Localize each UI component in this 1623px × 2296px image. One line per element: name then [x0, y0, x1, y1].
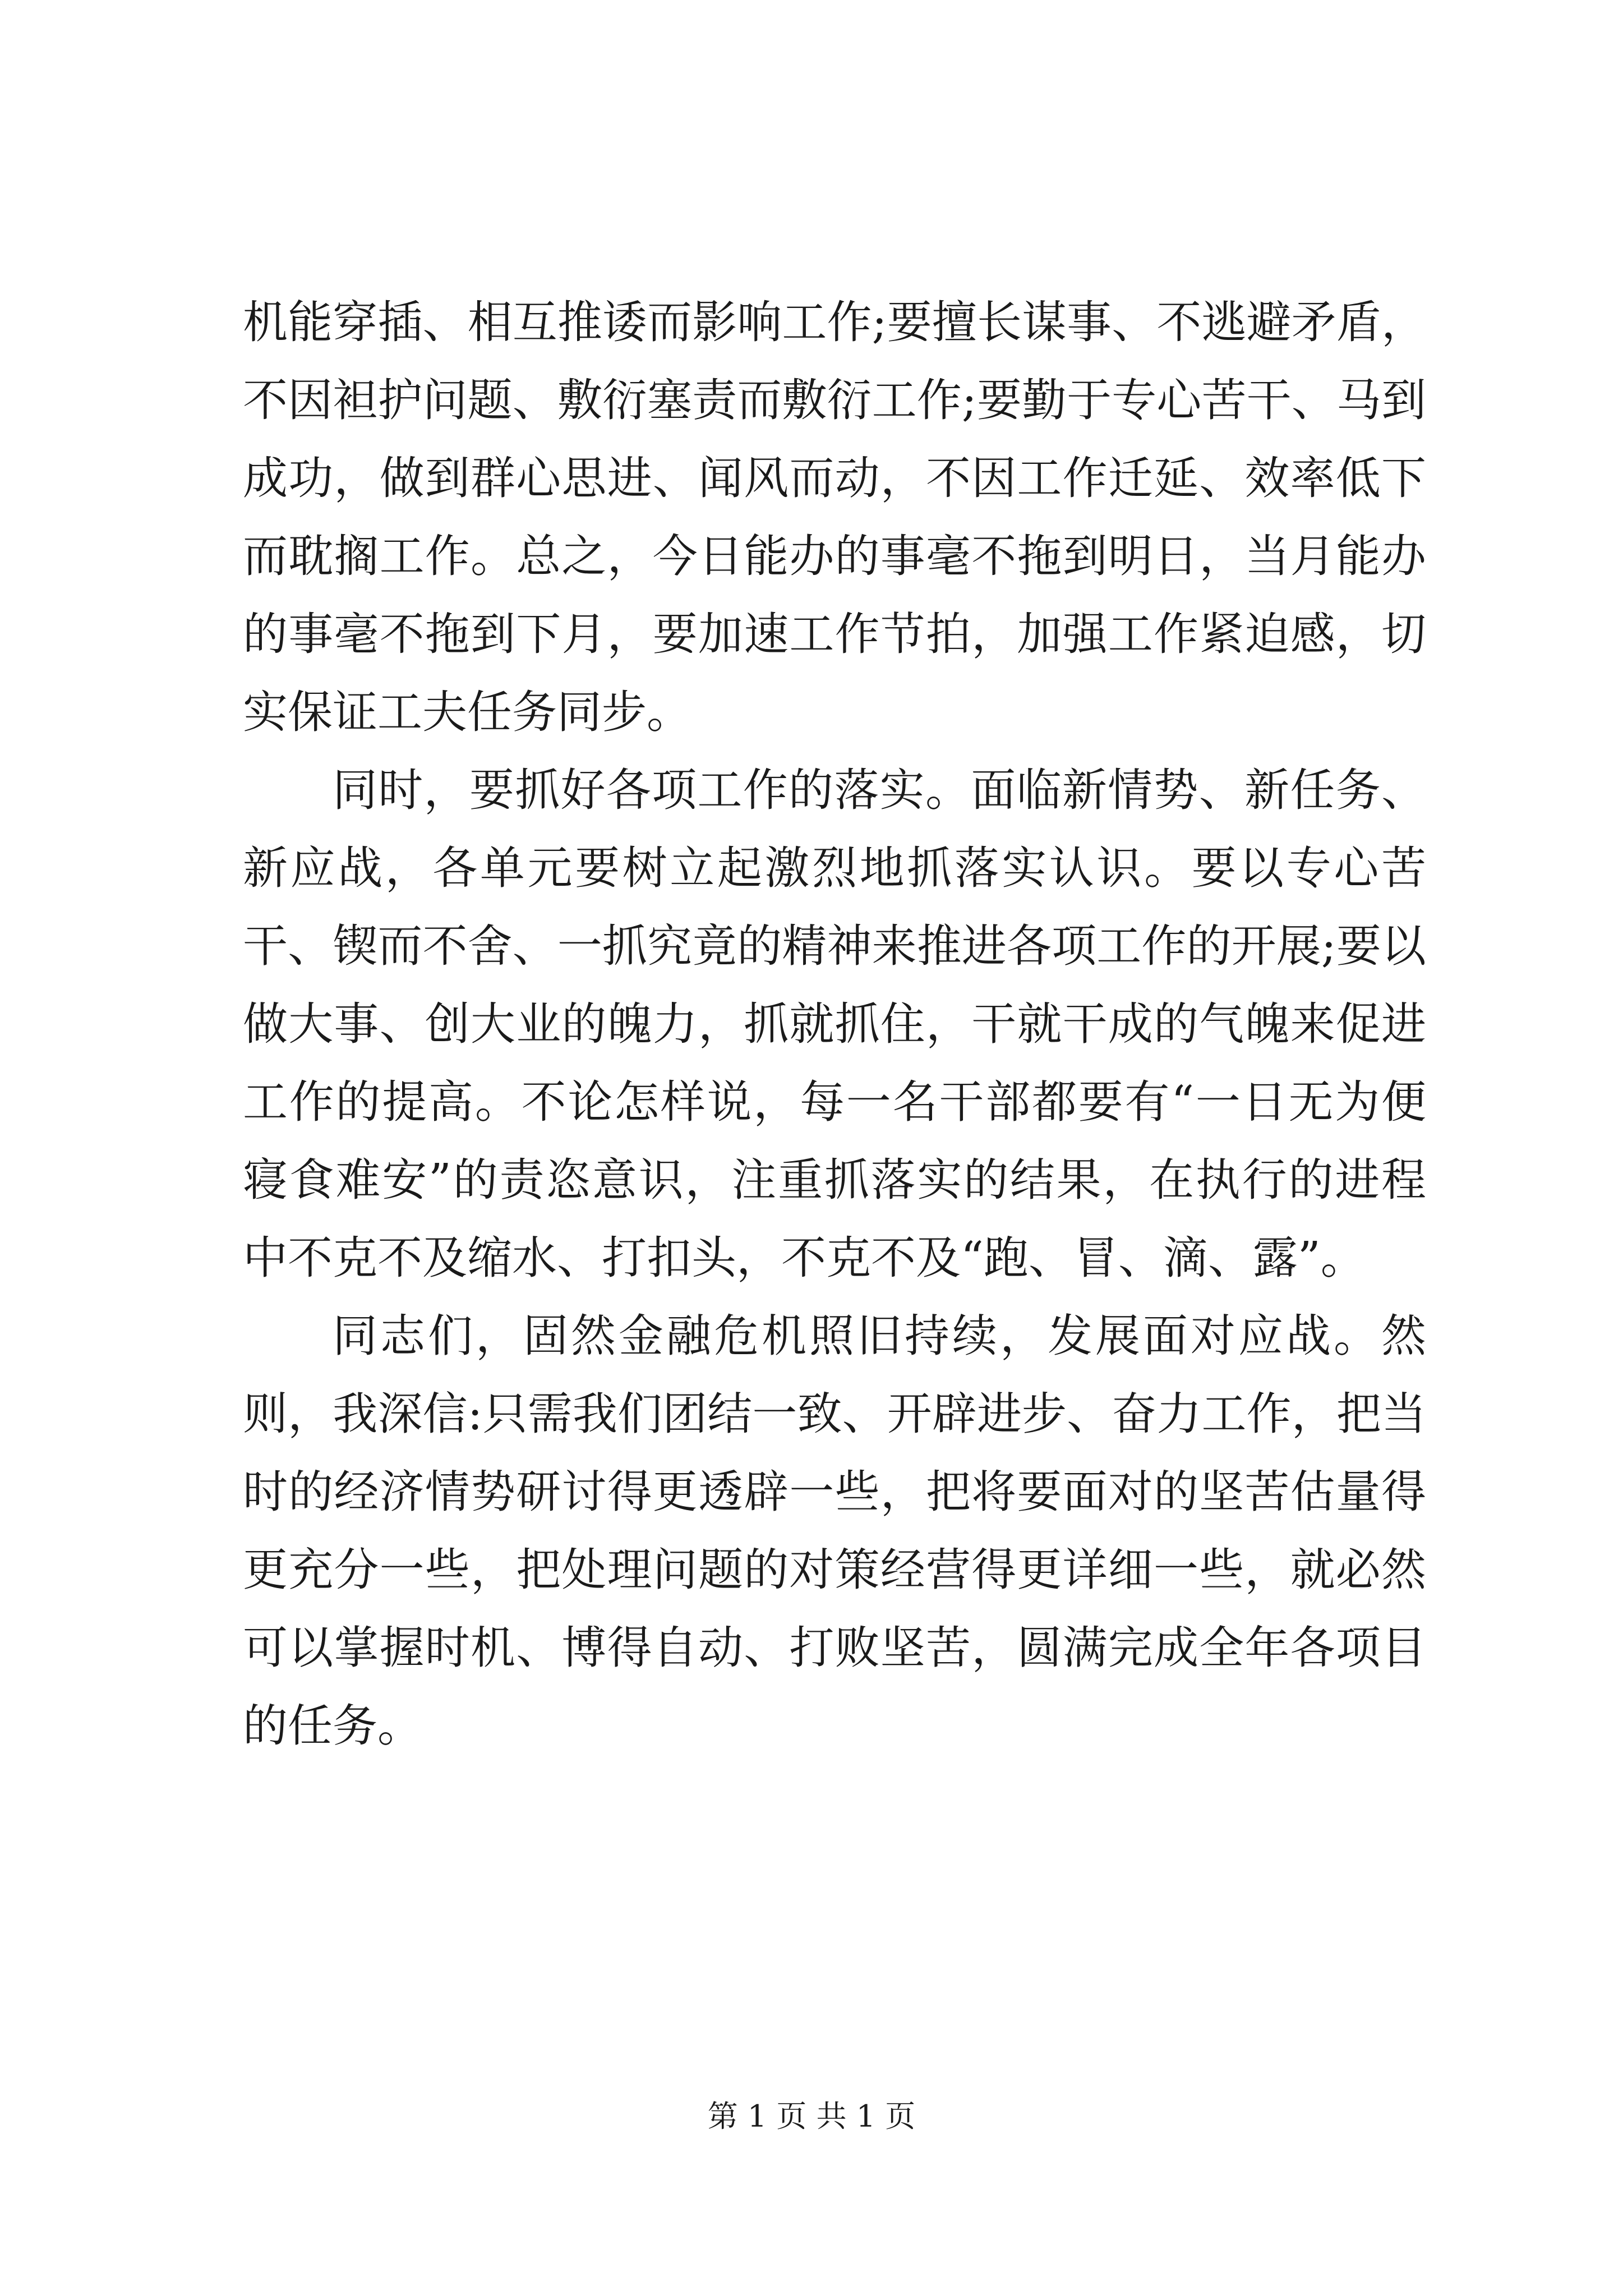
paragraph-1: 机能穿插、相互推诿而影响工作;要擅长谋事、不逃避矛盾，不因袒护问题、敷衍塞责而敷衍工作;要勤于专心苦干、马到成功，做到群心思进、闻风而动，不因工作迁延、效率低下而耽搁工作。总之，今日能办的事毫不拖到明日，当月能办的事毫不拖到下月，要加速工作节拍，加强工作紧迫感，切实保证工夫任务同步。	[243, 296, 1426, 738]
paragraph-3: 同志们，固然金融危机照旧持续，发展面对应战。然则，我深信:只需我们团结一致、开辟进步、奋力工作，把当时的经济情势研讨得更透辟一些，把将要面对的坚苦估量得更充分一些，把处理问题的对策经营得更详细一些，就必然可以掌握时机、博得自动、打败坚苦，圆满完成全年各项目的任务。	[243, 1310, 1426, 1752]
page-footer: 第 1 页 共 1 页	[707, 2099, 916, 2134]
document-body	[243, 283, 1426, 1765]
paragraph-2: 同时，要抓好各项工作的落实。面临新情势、新任务、新应战，各单元要树立起激烈地抓落实认识。要以专心苦干、锲而不舍、一抓究竟的精神来推进各项工作的开展;要以做大事、创大业的魄力，抓就抓住，干就干成的气魄来促进工作的提高。不论怎样说，每一名干部都要有“一日无为便寝食难安”的责恣意识，注重抓落实的结果，在执行的进程中不克不及缩水、打扣头，不克不及“跑、冒、滴、露”。	[243, 764, 1426, 1284]
